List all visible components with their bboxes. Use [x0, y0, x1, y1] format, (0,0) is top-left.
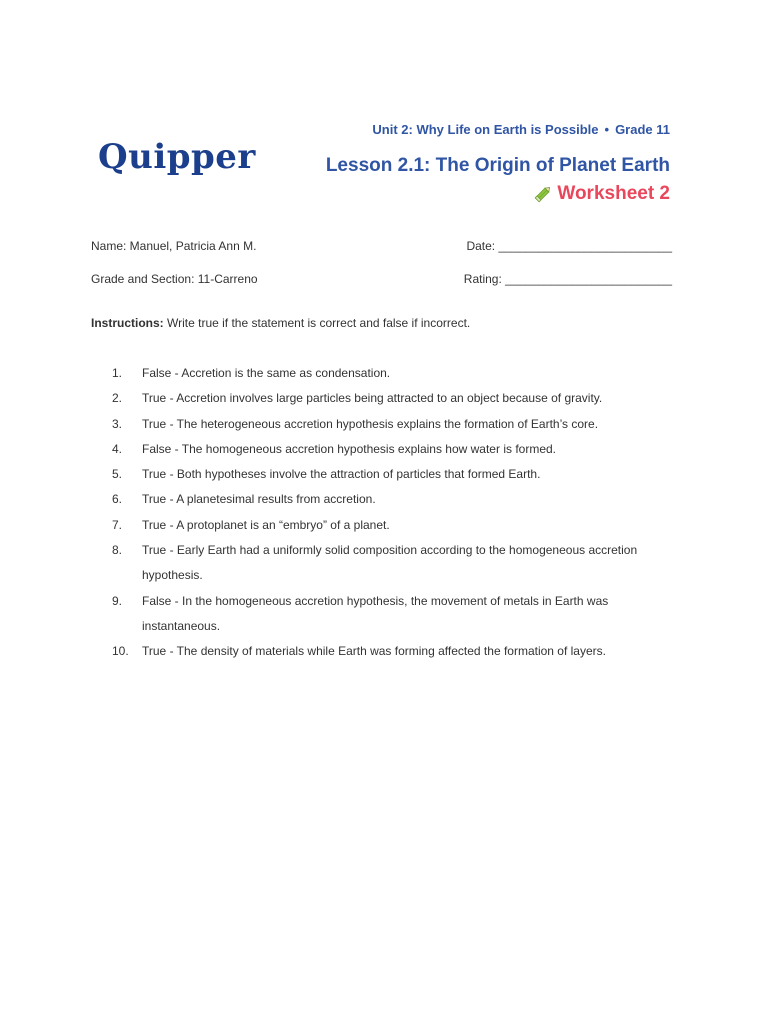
list-item	[112, 361, 672, 386]
item-text: False - In the homogeneous accretion hypothesis, the movement of metals in Earth was instantaneous.	[142, 593, 609, 633]
item-text: False - The homogeneous accretion hypothesis explains how water is formed.	[142, 441, 556, 456]
list-item	[112, 538, 672, 589]
item-number: 4.	[112, 441, 123, 456]
pencil-icon	[532, 183, 554, 205]
item-text: True - A protoplanet is an “embryo” of a planet.	[142, 517, 390, 532]
list-item	[112, 462, 672, 487]
list-item	[112, 639, 672, 664]
unit-heading	[372, 122, 670, 137]
list-item	[112, 412, 672, 437]
answer-list	[112, 361, 672, 665]
item-number: 6.	[112, 492, 123, 507]
list-item	[112, 487, 672, 512]
item-number: 3.	[112, 416, 123, 431]
item-number: 9.	[112, 593, 123, 608]
item-number: 7.	[112, 517, 123, 532]
item-text: False - Accretion is the same as condensation.	[142, 366, 391, 380]
list-item	[112, 589, 672, 640]
item-text: True - Early Earth had a uniformly solid composition according to the homogeneous accretion hypothesis.	[142, 543, 638, 583]
rating-field: Rating: _________________________	[463, 272, 672, 286]
instructions-text: Write true if the statement is correct and false if incorrect.	[163, 316, 471, 330]
quipper-logo: Quipper	[98, 137, 256, 177]
worksheet-heading	[532, 183, 670, 205]
grade-section: Grade and Section: 11-Carreno	[91, 272, 258, 286]
unit-title: Unit 2: Why Life on Earth is Possible	[372, 122, 599, 137]
list-item	[112, 386, 672, 411]
item-number: 2.	[112, 391, 123, 406]
date-field: Date: __________________________	[466, 239, 672, 253]
item-number: 5.	[112, 467, 123, 482]
heading-separator: •	[604, 122, 610, 137]
item-number: 1.	[112, 366, 123, 380]
list-item	[112, 437, 672, 462]
grade-level: Grade 11	[615, 122, 670, 137]
instructions-label: Instructions:	[91, 316, 164, 330]
item-text: True - A planetesimal results from accretion.	[142, 492, 376, 507]
item-text: True - The density of materials while Earth was forming affected the formation of layers.	[142, 644, 606, 659]
item-number: 8.	[112, 543, 123, 558]
student-name: Name: Manuel, Patricia Ann M.	[91, 239, 257, 253]
item-text: True - The heterogeneous accretion hypothesis explains the formation of Earth’s core.	[142, 416, 599, 431]
item-text: True - Accretion involves large particles being attracted to an object because of gravity.	[142, 391, 603, 406]
list-item	[112, 513, 672, 538]
worksheet-label: Worksheet 2	[557, 183, 670, 204]
item-text: True - Both hypotheses involve the attraction of particles that formed Earth.	[142, 467, 541, 482]
lesson-title: Lesson 2.1: The Origin of Planet Earth	[325, 155, 670, 176]
instructions	[91, 316, 470, 330]
item-number: 10.	[112, 644, 129, 659]
